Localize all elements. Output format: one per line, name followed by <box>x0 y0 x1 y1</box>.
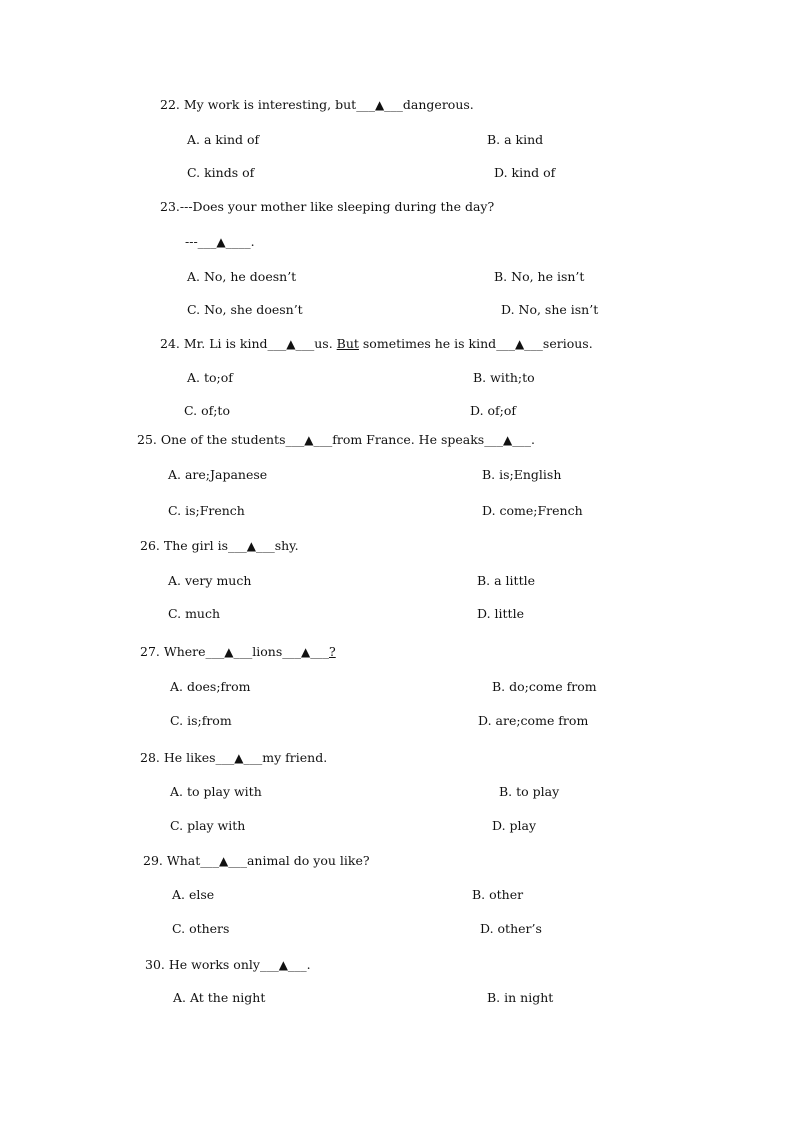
blank: ___ <box>524 336 543 351</box>
option-b: B. other <box>472 887 524 902</box>
question-30 <box>145 957 311 973</box>
option-c: C. kinds of <box>187 165 255 180</box>
stem-text: sometimes he is kind <box>358 336 497 351</box>
blank: ___ <box>285 432 305 447</box>
answer-line <box>185 234 255 250</box>
question-number: 25. <box>137 432 157 447</box>
stem-text: lions <box>252 644 283 659</box>
question-29 <box>143 853 370 869</box>
option-a: A. No, he doesn’t <box>187 269 297 284</box>
option-d: D. are;come from <box>478 713 589 728</box>
stem-text: us. <box>314 336 337 351</box>
option-c: C. is;from <box>170 713 232 728</box>
option-b: B. a kind <box>487 132 544 147</box>
blank: ___ <box>205 644 225 659</box>
option-a: A. are;Japanese <box>168 467 268 482</box>
stem-text: My work is interesting, but <box>179 97 357 112</box>
question-number: 23. <box>160 199 180 214</box>
stem-text: . <box>306 957 311 972</box>
option-a: A. does;from <box>170 679 251 694</box>
option-d: D. kind of <box>494 165 556 180</box>
triangle-icon: ▲ <box>301 645 311 659</box>
dash: --- <box>185 234 198 249</box>
option-c: C. much <box>168 606 221 621</box>
question-number: 22. <box>160 97 180 112</box>
question-number: 28. <box>140 750 160 765</box>
blank: ___ <box>384 97 403 112</box>
stem-text: ---Does your mother like sleeping during the day? <box>179 199 495 214</box>
underlined-word: But <box>336 336 359 351</box>
triangle-icon: ▲ <box>374 98 385 112</box>
blank: ___ <box>267 336 287 351</box>
blank: ___ <box>496 336 515 351</box>
question-24 <box>160 336 593 352</box>
triangle-icon: ▲ <box>514 337 525 351</box>
triangle-icon: ▲ <box>224 645 234 659</box>
triangle-icon: ▲ <box>502 433 513 447</box>
blank: ___ <box>215 750 235 765</box>
stem-text: ? <box>329 644 336 659</box>
stem-text: from France. He speaks <box>332 432 485 447</box>
stem-text: my friend. <box>262 750 328 765</box>
blank: ___ <box>255 538 275 553</box>
triangle-icon: ▲ <box>304 433 314 447</box>
stem-text: Where <box>159 644 206 659</box>
triangle-icon: ▲ <box>246 539 256 553</box>
stem-text: He works only <box>164 957 260 972</box>
blank: ___ <box>484 432 503 447</box>
stem-text: One of the students <box>156 432 286 447</box>
question-number: 30. <box>145 957 165 972</box>
blank: ___ <box>287 957 307 972</box>
stem-text: What <box>162 853 201 868</box>
stem-text: . <box>250 234 255 249</box>
option-d: D. No, she isn’t <box>501 302 599 317</box>
blank: ___ <box>227 538 247 553</box>
option-a: A. a kind of <box>187 132 260 147</box>
option-c: C. of;to <box>184 403 230 418</box>
question-number: 26. <box>140 538 160 553</box>
blank: ____ <box>225 234 251 249</box>
stem-text: dangerous. <box>402 97 474 112</box>
option-c: C. others <box>172 921 230 936</box>
option-b: B. in night <box>487 990 554 1005</box>
option-b: B. is;English <box>482 467 562 482</box>
triangle-icon: ▲ <box>286 337 296 351</box>
blank: ___ <box>313 432 333 447</box>
question-28 <box>140 750 327 766</box>
question-number: 29. <box>143 853 163 868</box>
blank: ___ <box>243 750 263 765</box>
option-a: A. very much <box>168 573 252 588</box>
stem-text: serious. <box>542 336 593 351</box>
blank: ___ <box>295 336 315 351</box>
blank: ___ <box>233 644 253 659</box>
option-d: D. come;French <box>482 503 583 518</box>
triangle-icon: ▲ <box>278 958 288 972</box>
blank: ___ <box>310 644 330 659</box>
blank: ___ <box>259 957 279 972</box>
option-b: B. to play <box>499 784 560 799</box>
option-d: D. of;of <box>470 403 517 418</box>
triangle-icon: ▲ <box>219 854 229 868</box>
blank: ___ <box>282 644 302 659</box>
triangle-icon: ▲ <box>234 751 244 765</box>
blank: ___ <box>356 97 375 112</box>
option-b: B. No, he isn’t <box>494 269 585 284</box>
option-c: C. is;French <box>168 503 245 518</box>
stem-text: . <box>530 432 535 447</box>
question-number: 24. <box>160 336 180 351</box>
option-a: A. to play with <box>170 784 262 799</box>
question-25 <box>137 432 535 448</box>
stem-text: shy. <box>274 538 299 553</box>
blank: ___ <box>512 432 531 447</box>
option-b: B. a little <box>477 573 535 588</box>
option-b: B. with;to <box>473 370 535 385</box>
blank: ___ <box>228 853 247 868</box>
question-26 <box>140 538 299 554</box>
option-d: D. play <box>492 818 537 833</box>
option-a: A. to;of <box>187 370 233 385</box>
question-23 <box>160 199 494 215</box>
stem-text: animal do you like? <box>246 853 370 868</box>
question-27 <box>140 644 336 660</box>
stem-text: He likes <box>159 750 216 765</box>
option-d: D. little <box>477 606 524 621</box>
option-a: A. else <box>172 887 215 902</box>
option-d: D. other’s <box>480 921 542 936</box>
stem-text: Mr. Li is kind <box>179 336 268 351</box>
option-b: B. do;come from <box>492 679 597 694</box>
question-number: 27. <box>140 644 160 659</box>
blank: ___ <box>197 234 217 249</box>
option-a: A. At the night <box>173 990 266 1005</box>
stem-text: The girl is <box>159 538 228 553</box>
option-c: C. play with <box>170 818 246 833</box>
option-c: C. No, she doesn’t <box>187 302 303 317</box>
blank: ___ <box>200 853 219 868</box>
question-22 <box>160 97 474 113</box>
triangle-icon: ▲ <box>216 235 226 249</box>
